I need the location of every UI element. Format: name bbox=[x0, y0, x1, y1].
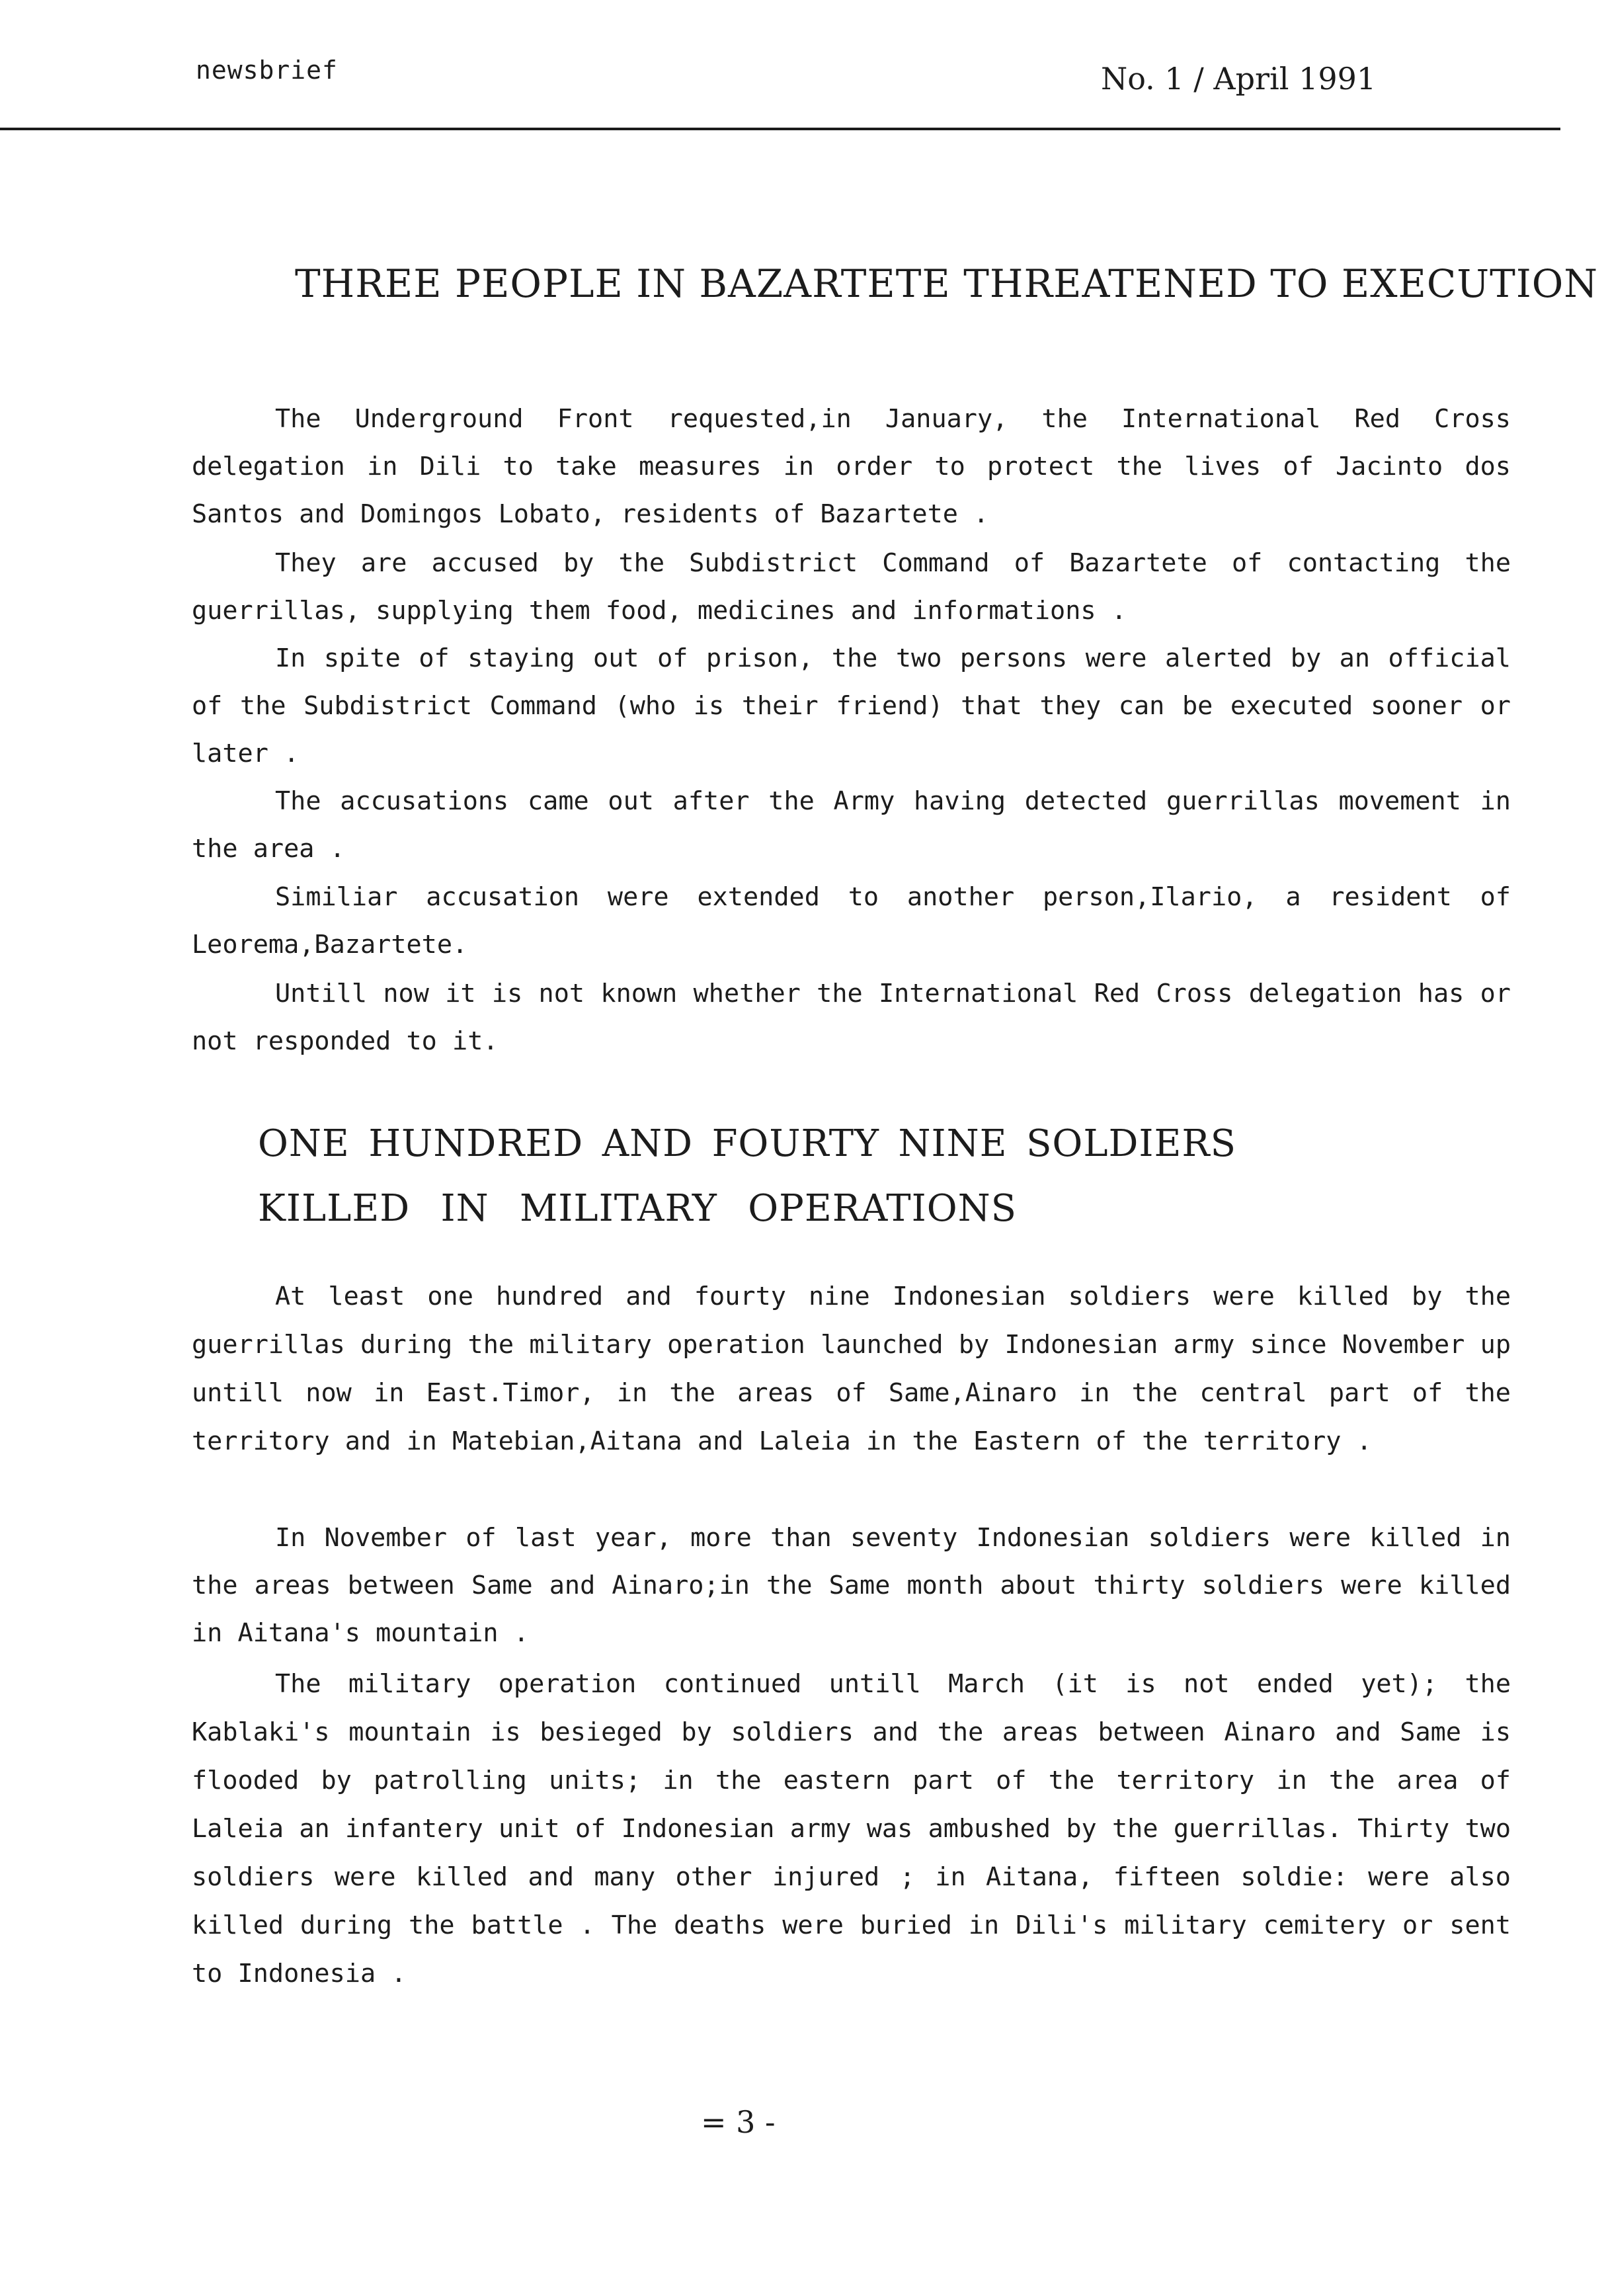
article1-paragraph-5: Similiar accusation were extended to another person,Ilario, a resident of Leorema,Bazartete. bbox=[192, 882, 1511, 960]
article2-headline-line-1 bbox=[258, 1122, 1236, 1165]
article2-paragraph-2: In November of last year, more than seventy Indonesian soldiers were killed in the areas between Same and Ainaro;in the Same month about thirty soldiers were killed in Aitana's mountain . bbox=[192, 1523, 1511, 1648]
headline-word: IN bbox=[440, 1187, 489, 1230]
article2-paragraph-3: The military operation continued untill March (it is not ended yet); the Kablaki's mountain is besieged by soldiers and the areas between Ainaro and Same is flooded by patrolling units; in the eastern part of the territory in the area of Laleia an infantery unit of Indonesian army was ambushed by the guerrillas. Thirty two soldiers were killed and many other injured ; in Aitana, fifteen soldie: were also killed during the battle . The deaths were buried in Dili's military cemitery or sent to Indonesia . bbox=[192, 1669, 1511, 1988]
article1-paragraph-1: The Underground Front requested,in January, the International Red Cross delegation in Dili to take measures in order to protect the lives of Jacinto dos Santos and Domingos Lobato, residents of Bazartete . bbox=[192, 404, 1511, 529]
headline-word: OPERATIONS bbox=[748, 1187, 1017, 1230]
article2-paragraph-1: At least one hundred and fourty nine Indonesian soldiers were killed by the guerrillas during the military operation launched by Indonesian army since November up untill now in East.Timor, in the areas of Same,Ainaro in the central part of the territory and in Matebian,Aitana and Laleia in the Eastern of the territory . bbox=[192, 1282, 1511, 1456]
headline-word: KILLED bbox=[258, 1187, 411, 1230]
newsletter-name: newsbrief bbox=[196, 56, 338, 85]
article1-paragraph-4: The accusations came out after the Army having detected guerrillas movement in the area . bbox=[192, 786, 1511, 864]
page-number: = 3 - bbox=[701, 2104, 776, 2140]
article2-headline-line-2 bbox=[258, 1187, 1017, 1230]
headline-word: MILITARY bbox=[519, 1187, 717, 1230]
headline-word: FOURTY bbox=[711, 1122, 880, 1165]
headline-word: NINE bbox=[898, 1122, 1008, 1165]
article1-paragraph-6: Untill now it is not known whether the International Red Cross delegation has or not responded to it. bbox=[192, 979, 1511, 1056]
article1-headline: THREE PEOPLE IN BAZARTETE THREATENED TO EXECUTION bbox=[295, 261, 1599, 306]
article1-paragraph-2: They are accused by the Subdistrict Command of Bazartete of contacting the guerrillas, supplying them food, medicines and informations . bbox=[192, 548, 1511, 626]
headline-word: ONE bbox=[258, 1122, 350, 1165]
headline-word: SOLDIERS bbox=[1026, 1122, 1236, 1165]
header-rule bbox=[0, 128, 1560, 130]
article1-paragraph-3: In spite of staying out of prison, the two persons were alerted by an official of the Subdistrict Command (who is their friend) that they can be executed sooner or later . bbox=[192, 643, 1511, 768]
headline-word: HUNDRED bbox=[368, 1122, 584, 1165]
headline-word: AND bbox=[602, 1122, 694, 1165]
issue-date: No. 1 / April 1991 bbox=[1101, 61, 1377, 97]
